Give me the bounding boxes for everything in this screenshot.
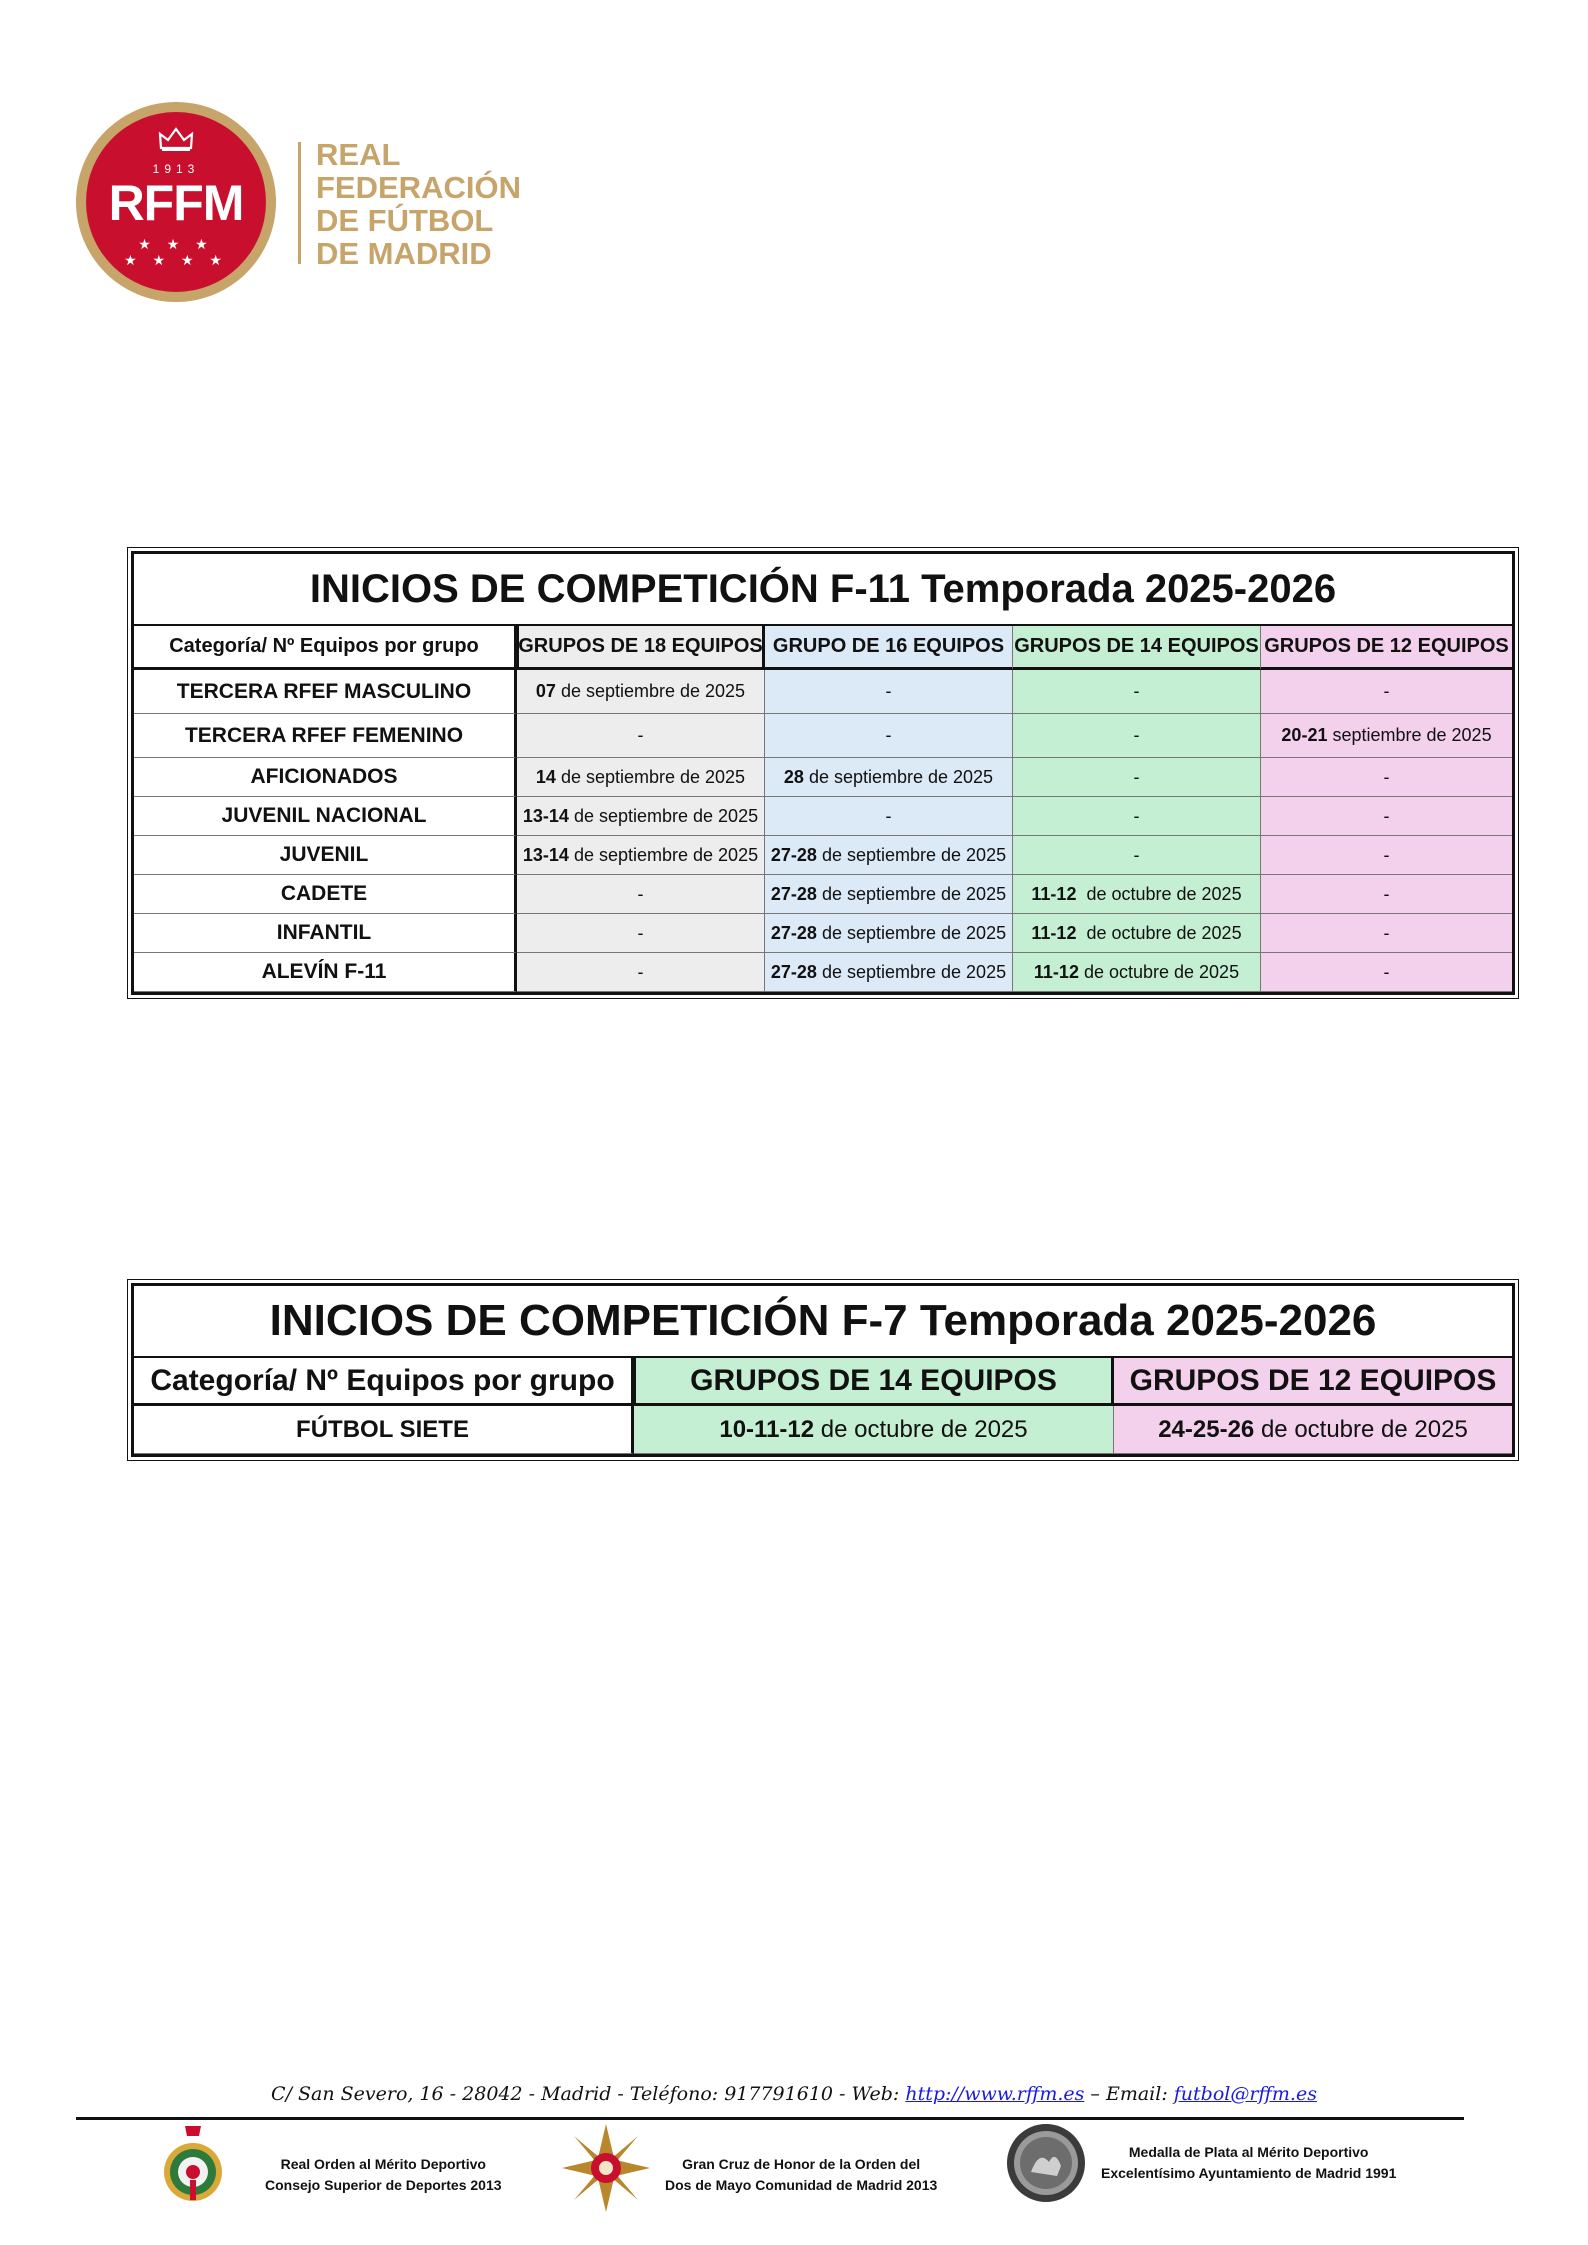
date-cell — [1114, 1406, 1512, 1454]
date-text: - — [1133, 844, 1140, 865]
date-cell — [1261, 714, 1512, 758]
date-cell — [1013, 953, 1261, 992]
header-16-teams: GRUPO DE 16 EQUIPOS — [765, 626, 1013, 670]
date-cell — [1013, 714, 1261, 758]
date-text: de septiembre de 2025 — [816, 922, 1007, 943]
table-row — [134, 836, 1512, 875]
crown-icon — [158, 126, 194, 152]
f7-competition-table — [131, 1283, 1515, 1457]
header-category: Categoría/ Nº Equipos por grupo — [134, 626, 517, 670]
date-cell — [765, 714, 1013, 758]
date-cell — [1013, 797, 1261, 836]
date-text: de septiembre de 2025 — [568, 805, 759, 826]
date-cell — [1013, 758, 1261, 797]
date-text: - — [1383, 961, 1390, 982]
date-cell — [517, 875, 765, 914]
rffm-seal — [76, 102, 276, 302]
date-text: - — [1383, 883, 1390, 904]
date-text: - — [1383, 805, 1390, 826]
date-days: 27-28 — [770, 961, 817, 982]
date-text: de septiembre de 2025 — [568, 844, 759, 865]
footer-address: C/ San Severo, 16 - 28042 - Madrid - Teléfono: 917791610 - Web: http://www.rffm.es – Email: futbol@rffm.es — [271, 2083, 1317, 2105]
date-days: 14 — [535, 766, 556, 787]
date-text: - — [885, 805, 892, 826]
header-14-teams: GRUPOS DE 14 EQUIPOS — [1013, 626, 1261, 670]
f7-table-title: INICIOS DE COMPETICIÓN F-7 Temporada 2025-2026 — [134, 1286, 1512, 1358]
f11-competition-table — [131, 551, 1515, 995]
header-14-teams: GRUPOS DE 14 EQUIPOS — [634, 1358, 1114, 1406]
date-days: 13-14 — [522, 844, 569, 865]
footer-divider — [76, 2117, 1464, 2120]
date-cell — [1013, 914, 1261, 953]
category-cell: TERCERA RFEF FEMENINO — [134, 714, 517, 758]
award-text: Real Orden al Mérito Deportivo Consejo Superior de Deportes 2013 — [265, 2156, 502, 2193]
date-days: 24-25-26 — [1158, 1415, 1255, 1443]
date-text: de septiembre de 2025 — [816, 883, 1007, 904]
date-days: 13-14 — [522, 805, 569, 826]
date-cell — [517, 797, 765, 836]
date-cell — [765, 914, 1013, 953]
date-cell — [765, 670, 1013, 714]
date-days: 27-28 — [770, 844, 817, 865]
date-cell — [517, 758, 765, 797]
date-days: 27-28 — [770, 883, 817, 904]
f7-table-body — [134, 1406, 1512, 1454]
date-text: - — [1133, 681, 1140, 701]
logo-divider — [298, 142, 301, 264]
date-cell — [1261, 875, 1512, 914]
table-row — [134, 875, 1512, 914]
date-cell — [1261, 670, 1512, 714]
award-medalla-plata — [1005, 2122, 1425, 2217]
table-row — [134, 797, 1512, 836]
table-row — [134, 670, 1512, 714]
date-cell — [517, 836, 765, 875]
date-text: de septiembre de 2025 — [803, 766, 994, 787]
gran-cruz-medal-icon — [560, 2122, 652, 2214]
category-cell: FÚTBOL SIETE — [134, 1406, 634, 1454]
header-18-teams: GRUPOS DE 18 EQUIPOS — [517, 626, 765, 670]
f7-header-row — [134, 1358, 1512, 1406]
logo-year: 1913 — [152, 162, 200, 176]
date-cell — [1261, 914, 1512, 953]
date-cell — [765, 836, 1013, 875]
category-cell: JUVENIL — [134, 836, 517, 875]
date-text: de octubre de 2025 — [1076, 922, 1242, 943]
award-text: Gran Cruz de Honor de la Orden del Dos de Mayo Comunidad de Madrid 2013 — [665, 2156, 938, 2193]
date-days: 11-12 — [1031, 883, 1077, 904]
table-row — [134, 714, 1512, 758]
date-cell — [1261, 836, 1512, 875]
date-days: 20-21 — [1281, 725, 1328, 745]
medalla-plata-medal-icon — [1005, 2122, 1087, 2204]
f11-table-body — [134, 670, 1512, 992]
table-row — [134, 953, 1512, 992]
date-text: - — [637, 922, 644, 943]
date-text: - — [885, 681, 892, 701]
date-text: de septiembre de 2025 — [555, 681, 746, 701]
table-row — [134, 1406, 1512, 1454]
date-text: de octubre de 2025 — [1076, 883, 1242, 904]
date-text: - — [1133, 805, 1140, 826]
header-12-teams: GRUPOS DE 12 EQUIPOS — [1114, 1358, 1512, 1406]
table-row — [134, 758, 1512, 797]
date-text: - — [1383, 922, 1390, 943]
header-category: Categoría/ Nº Equipos por grupo — [134, 1358, 634, 1406]
real-orden-medal-icon — [160, 2122, 226, 2214]
category-cell: AFICIONADOS — [134, 758, 517, 797]
category-cell: JUVENIL NACIONAL — [134, 797, 517, 836]
date-text: - — [637, 961, 644, 982]
date-text: de septiembre de 2025 — [816, 961, 1007, 982]
date-cell — [1261, 953, 1512, 992]
category-cell: CADETE — [134, 875, 517, 914]
header-12-teams: GRUPOS DE 12 EQUIPOS — [1261, 626, 1512, 670]
date-days: 10-11-12 — [719, 1415, 815, 1443]
date-text: - — [637, 883, 644, 904]
date-days: 11-12 — [1033, 961, 1079, 982]
date-text: de septiembre de 2025 — [555, 766, 746, 787]
date-text: - — [1383, 766, 1390, 787]
logo-wordmark: REAL FEDERACIÓN DE FÚTBOL DE MADRID — [316, 137, 521, 271]
award-gran-cruz — [560, 2122, 960, 2217]
date-days: 27-28 — [770, 922, 817, 943]
stars-icon: ★ ★ ★ ★ ★ ★ ★ — [124, 236, 228, 268]
award-text: Medalla de Plata al Mérito Deportivo Excelentísimo Ayuntamiento de Madrid 1991 — [1101, 2144, 1397, 2181]
category-cell: TERCERA RFEF MASCULINO — [134, 670, 517, 714]
date-cell — [1261, 797, 1512, 836]
f11-table-title: INICIOS DE COMPETICIÓN F-11 Temporada 2025-2026 — [134, 554, 1512, 626]
date-text: - — [1133, 725, 1140, 745]
date-cell — [765, 758, 1013, 797]
date-text: septiembre de 2025 — [1327, 725, 1492, 745]
logo-brand: RFFM — [108, 175, 244, 231]
date-text: - — [1383, 844, 1390, 865]
date-days: 11-12 — [1031, 922, 1077, 943]
date-cell — [517, 714, 765, 758]
table-row — [134, 914, 1512, 953]
award-real-orden — [160, 2122, 540, 2217]
date-cell — [765, 797, 1013, 836]
website-link[interactable]: http://www.rffm.es — [905, 2083, 1085, 2105]
rffm-logo — [76, 102, 536, 302]
date-text: de octubre de 2025 — [1078, 961, 1240, 982]
category-cell: INFANTIL — [134, 914, 517, 953]
date-text: de octubre de 2025 — [814, 1415, 1028, 1443]
f11-header-row — [134, 626, 1512, 670]
date-cell — [517, 914, 765, 953]
date-cell — [765, 953, 1013, 992]
date-cell — [1013, 875, 1261, 914]
date-text: - — [885, 725, 892, 745]
category-cell: ALEVÍN F-11 — [134, 953, 517, 992]
date-days: 28 — [783, 766, 804, 787]
date-text: de octubre de 2025 — [1254, 1415, 1468, 1443]
date-cell — [1013, 670, 1261, 714]
date-cell — [1013, 836, 1261, 875]
date-days: 07 — [535, 681, 556, 701]
date-cell — [634, 1406, 1114, 1454]
date-cell — [517, 953, 765, 992]
date-text: - — [637, 725, 644, 745]
date-cell — [517, 670, 765, 714]
date-text: de septiembre de 2025 — [816, 844, 1007, 865]
email-link[interactable]: futbol@rffm.es — [1173, 2083, 1317, 2105]
date-text: - — [1383, 681, 1390, 701]
date-text: - — [1133, 766, 1140, 787]
date-cell — [765, 875, 1013, 914]
date-cell — [1261, 758, 1512, 797]
